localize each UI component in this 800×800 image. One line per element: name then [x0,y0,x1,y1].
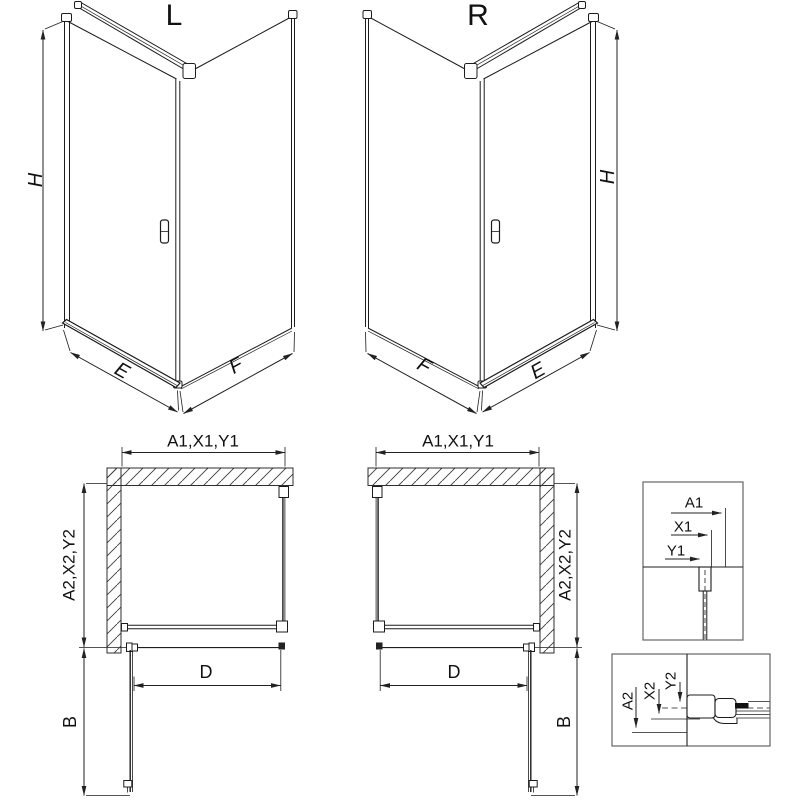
dim-label-front-width-left: E [110,358,134,384]
plan-left-side-dim: A2,X2,Y2 [59,529,79,601]
dim-label-side-width-left: F [225,353,247,379]
detail-bottom-a2-label: A2 [619,691,637,711]
iso-view-right [363,2,617,414]
detail-top-x1-label: X1 [673,518,693,536]
plan-right-door-width-dim: D [447,662,461,682]
plan-right-door-swing-dim: B [554,715,574,729]
dim-label-front-width-right: E [526,358,550,384]
plan-left-top-dim: A1,X1,Y1 [167,431,239,451]
detail-top-a1-label: A1 [684,494,704,512]
plan-left-door-swing-dim: B [60,715,80,729]
iso-right-title: R [467,0,489,32]
iso-view-left [43,2,297,414]
plan-left-door-width-dim: D [199,662,213,682]
dim-label-height-right: H [597,169,619,185]
plan-right-top-dim: A1,X1,Y1 [422,431,494,451]
detail-top-y1-label: Y1 [666,542,686,560]
plan-right-side-dim: A2,X2,Y2 [555,529,575,601]
iso-left-title: L [165,0,183,32]
dim-label-side-width-right: F [413,353,435,379]
dim-label-height-left: H [25,172,47,188]
detail-bottom-y2-label: Y2 [662,671,680,691]
detail-bottom-x2-label: X2 [641,681,659,701]
